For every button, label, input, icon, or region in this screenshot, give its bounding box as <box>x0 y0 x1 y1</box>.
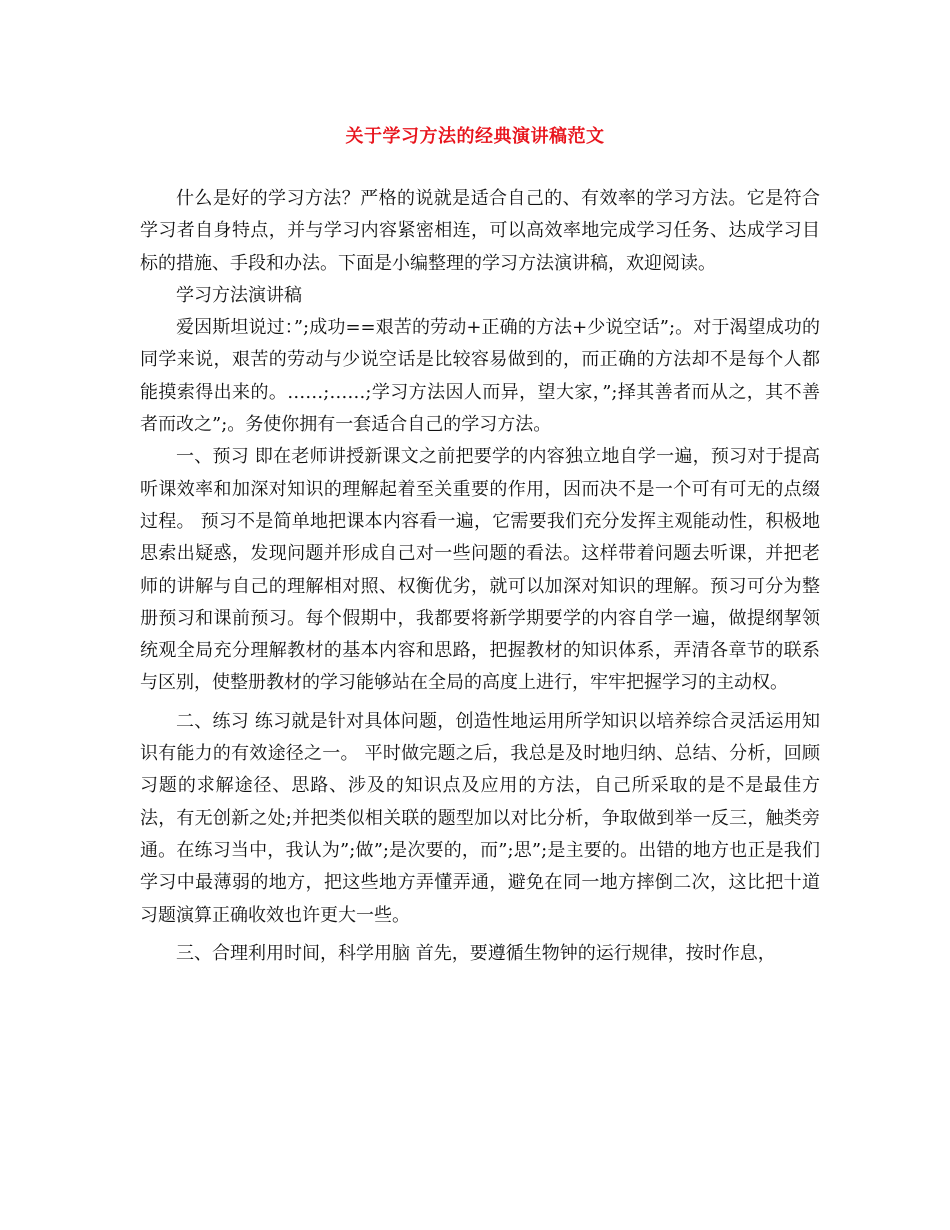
document-title: 关于学习方法的经典演讲稿范文 <box>345 126 605 147</box>
paragraph-subtitle: 学习方法演讲稿 <box>176 284 302 306</box>
paragraph-time-management: 三、合理利用时间，科学用脑 首先，要遵循生物钟的运行规律，按时作息， <box>176 942 776 964</box>
paragraph-practice: 二、练习 练习就是针对具体问题，创造性地运用所学知识以培养综合灵活运用知识有能力的有效途径之一。 平时做完题之后，我总是及时地归纳、总结、分析，回顾习题的求解途径、思路、涉及的知识点及应用的方法，自己所采取的是不是最佳方法，有无创新之处;并把类似相关联的题型加以对比分析，争取做到举一反三，触类旁通。在练习当中，我认为”;做”;是次要的，而”;思”;是主要的。出错的地方也正是我们学习中最薄弱的地方，把这些地方弄懂弄通，避免在同一地方摔倒二次，这比把十道习题演算正确收效也许更大一些。 <box>140 710 820 926</box>
paragraph-intro: 什么是好的学习方法？严格的说就是适合自己的、有效率的学习方法。它是符合学习者自身特点，并与学习内容紧密相连，可以高效率地完成学习任务、达成学习目标的措施、手段和办法。下面是小编整理的学习方法演讲稿，欢迎阅读。 <box>140 188 820 274</box>
paragraph-preview: 一、预习 即在老师讲授新课文之前把要学的内容独立地自学一遍，预习对于提高听课效率和加深对知识的理解起着至关重要的作用，因而决不是一个可有可无的点缀过程。 预习不是简单地把课本内容看一遍，它需要我们充分发挥主观能动性，积极地思索出疑惑，发现问题并形成自己对一些问题的看法。这样带着问题去听课，并把老师的讲解与自己的理解相对照、权衡优劣，就可以加深对知识的理解。预习可分为整册预习和课前预习。每个假期中，我都要将新学期要学的内容自学一遍，做提纲挈领统观全局充分理解教材的基本内容和思路，把握教材的知识体系，弄清各章节的联系与区别，使整册教材的学习能够站在全局的高度上进行，牢牢把握学习的主动权。 <box>140 446 820 694</box>
paragraph-einstein: 爱因斯坦说过：”;成功==艰苦的劳动+正确的方法+少说空话”;。对于渴望成功的同学来说，艰苦的劳动与少说空话是比较容易做到的，而正确的方法却不是每个人都能摸索得出来的。……;……;学习方法因人而异，望大家，”;择其善者而从之，其不善者而改之”;。务使你拥有一套适合自己的学习方法。 <box>140 317 820 436</box>
document-body <box>140 183 820 970</box>
